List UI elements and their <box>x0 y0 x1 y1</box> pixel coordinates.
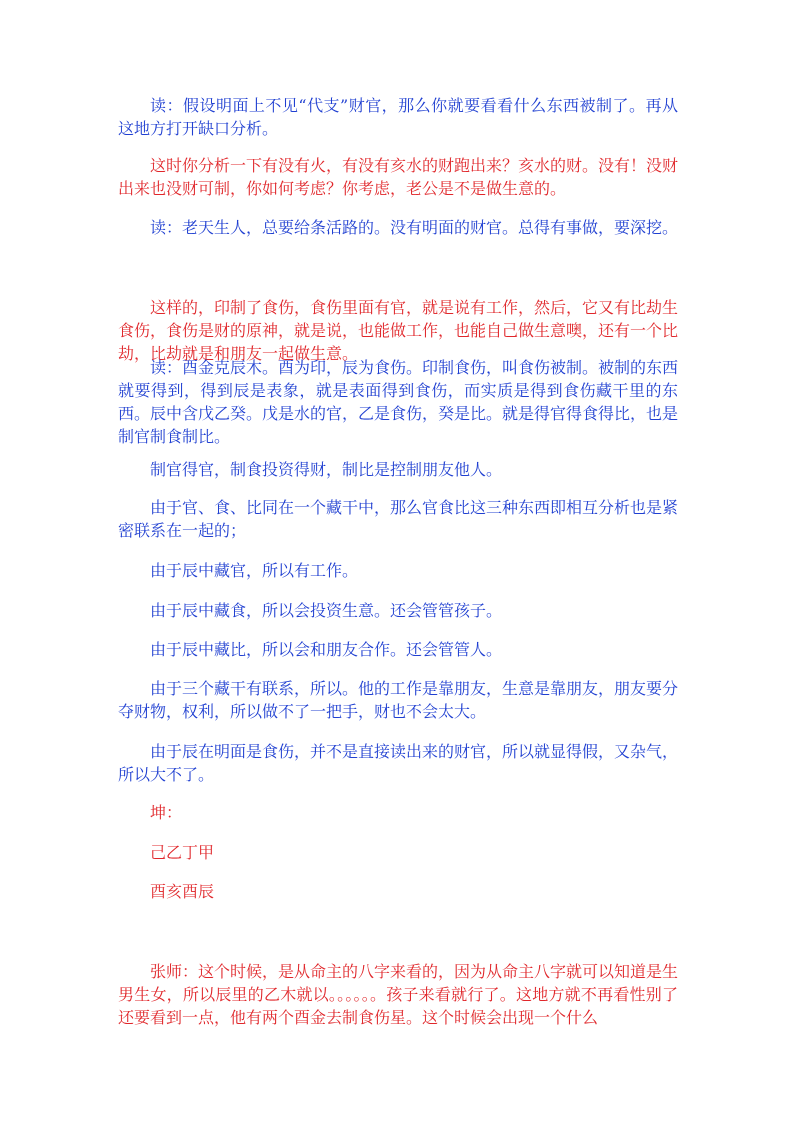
paragraph-teacher-3: 张师：这个时候，是从命主的八字来看的，因为从命主八字就可以知道是生男生女，所以辰里的乙木就以。。。。。。孩子来看就行了。这地方就不再看性别了还要看到一点，他有两个酉金去制食伤星。这个时候会出现一个什么 <box>118 962 679 1027</box>
paragraph-reader-4: 制官得官，制食投资得财，制比是控制朋友他人。 <box>150 460 503 479</box>
paragraph-reader-2: 读：老天生人，总要给条活路的。没有明面的财官。总得有事做，要深挖。 <box>150 218 679 237</box>
chart-label-kun: 坤： <box>150 803 183 822</box>
paragraph-reader-9: 由于三个藏干有联系，所以。他的工作是靠朋友，生意是靠朋友，朋友要分夺财物，权利，所以做不了一把手，财也不会太大。 <box>118 679 679 721</box>
paragraph-reader-6: 由于辰中藏官，所以有工作。 <box>150 561 359 580</box>
paragraph-reader-7: 由于辰中藏食，所以会投资生意。还会管管孩子。 <box>150 601 503 620</box>
paragraph-teacher-2: 这样的，印制了食伤，食伤里面有官，就是说有工作，然后，它又有比劫生食伤，食伤是财的原神，就是说，也能做工作，也能自己做生意噢，还有一个比劫，比劫就是和朋友一起做生意。 <box>118 298 679 363</box>
paragraph-reader-3: 读：酉金克辰木。酉为印，辰为食伤。印制食伤，叫食伤被制。被制的东西就要得到，得到辰是表象，就是表面得到食伤，而实质是得到食伤藏干里的东西。辰中含戊乙癸。戊是水的官，乙是食伤，癸是比。就是得官得食得比，也是制官制食制比。 <box>118 358 679 446</box>
paragraph-reader-5: 由于官、食、比同在一个藏干中，那么官食比这三种东西即相互分析也是紧密联系在一起的； <box>118 498 679 540</box>
paragraph-reader-8: 由于辰中藏比，所以会和朋友合作。还会管管人。 <box>150 640 503 659</box>
chart-stems: 己乙丁甲 <box>150 843 215 862</box>
paragraph-reader-10: 由于辰在明面是食伤，并不是直接读出来的财官，所以就显得假，又杂气，所以大不了。 <box>118 742 679 784</box>
paragraph-reader-1: 读：假设明面上不见“代支”财官，那么你就要看看什么东西被制了。再从这地方打开缺口分析。 <box>118 96 678 138</box>
chart-branches: 酉亥酉辰 <box>150 882 215 901</box>
paragraph-teacher-1: 这时你分析一下有没有火，有没有亥水的财跑出来？亥水的财。没有！没财出来也没财可制，你如何考虑？你考虑，老公是不是做生意的。 <box>118 156 679 198</box>
